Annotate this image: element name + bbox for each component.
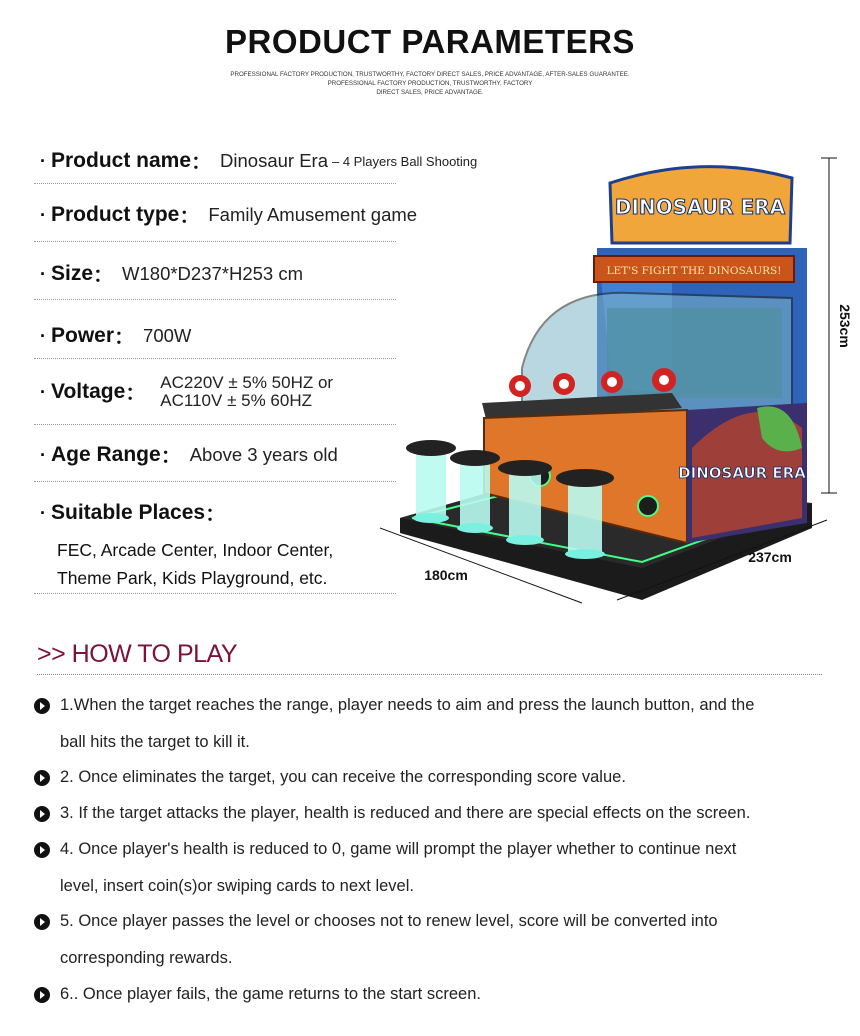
step-text <box>60 903 718 977</box>
step-text <box>60 976 481 1013</box>
places-list <box>57 536 400 592</box>
how-to-play-step <box>34 840 834 905</box>
bullet: · <box>40 503 46 523</box>
subtitle-line-1: PROFESSIONAL FACTORY PRODUCTION, TRUSTWORTHY, FACTORY DIRECT SALES, PRICE ADVANTAGE, AFTER-SALES GUARANTEE. <box>230 71 630 78</box>
product-image <box>372 148 860 618</box>
how-to-play-step <box>34 696 834 761</box>
voltage-values <box>160 374 333 410</box>
param-value: Family Amusement game <box>208 204 418 225</box>
arcade-machine-illustration <box>372 148 860 618</box>
subtitle-line-2: PROFESSIONAL FACTORY PRODUCTION, TRUSTWORTHY, FACTORY <box>327 80 533 87</box>
param-label: Product name <box>51 149 192 172</box>
step-line-1: 5. Once player passes the level or chooses not to renew level, score will be converted into <box>60 912 718 930</box>
play-arrow-icon <box>34 842 50 858</box>
how-to-play-step <box>34 985 834 1013</box>
bullet: · <box>40 382 46 402</box>
play-arrow-icon <box>34 914 50 930</box>
param-age-range <box>40 440 400 470</box>
param-label: Voltage <box>51 380 126 403</box>
colon: ： <box>93 264 115 287</box>
subtitle-line-3: DIRECT SALES, PRICE ADVANTAGE. <box>376 89 484 96</box>
param-value: W180*D237*H253 cm <box>122 263 304 284</box>
banner-text: LET'S FIGHT THE DINOSAURS! <box>606 265 782 277</box>
divider <box>34 424 396 425</box>
divider <box>34 481 396 482</box>
step-line-1: 4. Once player's health is reduced to 0, game will prompt the player whether to continue next <box>60 840 737 858</box>
param-value: Above 3 years old <box>189 444 338 465</box>
divider <box>34 241 396 242</box>
bullet: · <box>40 445 46 465</box>
step-line-1: 3. If the target attacks the player, health is reduced and there are special effects on the screen. <box>60 804 751 822</box>
bullet: · <box>40 205 46 225</box>
how-to-play-divider <box>37 674 822 675</box>
colon: ： <box>205 503 227 526</box>
param-power <box>40 321 400 351</box>
places-line-1: FEC, Arcade Center, Indoor Center, <box>57 540 334 560</box>
bullet: · <box>40 264 46 284</box>
param-label: Suitable Places <box>51 501 206 524</box>
colon: ： <box>179 205 201 228</box>
param-label: Product type <box>51 203 180 226</box>
how-to-play-title: >> HOW TO PLAY <box>37 640 238 668</box>
divider <box>34 358 396 359</box>
param-suitable-places <box>40 498 400 592</box>
param-value: 700W <box>143 325 192 346</box>
bullet: · <box>40 326 46 346</box>
param-value: Dinosaur Era <box>220 150 328 171</box>
side-logo: DINOSAUR ERA <box>678 464 806 482</box>
param-voltage <box>40 374 400 410</box>
divider <box>34 593 396 594</box>
page-title: PRODUCT PARAMETERS <box>225 23 635 60</box>
step-line-1: 2. Once eliminates the target, you can receive the corresponding score value. <box>60 768 626 786</box>
voltage-line-2: AC110V ± 5% 60HZ <box>160 391 312 410</box>
step-line-1: 1.When the target reaches the range, player needs to aim and press the launch button, and the <box>60 696 755 714</box>
colon: ： <box>191 151 213 174</box>
page-header <box>0 22 860 97</box>
step-line-2: corresponding rewards. <box>60 949 233 967</box>
param-product-name <box>40 146 478 176</box>
step-text <box>60 795 750 832</box>
colon: ： <box>114 326 136 349</box>
divider <box>34 299 396 300</box>
height-dimension: 253cm <box>837 304 853 348</box>
voltage-line-1: AC220V ± 5% 50HZ or <box>160 373 334 392</box>
how-to-play-step <box>34 768 834 796</box>
bullet: · <box>40 151 46 171</box>
step-line-2: level, insert coin(s)or swiping cards to next level. <box>60 877 414 895</box>
param-size <box>40 259 400 289</box>
play-arrow-icon <box>34 698 50 714</box>
step-line-2: ball hits the target to kill it. <box>60 733 250 751</box>
colon: ： <box>125 382 147 405</box>
param-label: Age Range <box>51 443 161 466</box>
step-text <box>60 759 626 796</box>
depth-dimension: 237cm <box>748 549 792 565</box>
play-arrow-icon <box>34 806 50 822</box>
param-label: Size <box>51 262 94 285</box>
param-product-type <box>40 200 418 230</box>
step-text <box>60 831 736 905</box>
how-to-play-step <box>34 912 834 977</box>
play-arrow-icon <box>34 987 50 1003</box>
how-to-play-step <box>34 804 834 832</box>
marquee-logo: DINOSAUR ERA <box>614 195 786 219</box>
places-line-2: Theme Park, Kids Playground, etc. <box>57 568 328 588</box>
play-arrow-icon <box>34 770 50 786</box>
step-text <box>60 687 754 761</box>
step-line-1: 6.. Once player fails, the game returns to the start screen. <box>60 985 481 1003</box>
width-dimension: 180cm <box>424 567 468 583</box>
divider <box>34 183 396 184</box>
colon: ： <box>160 445 182 468</box>
page-subtitle <box>0 70 860 97</box>
param-label: Power <box>51 324 115 347</box>
param-value-detail: – 4 Players Ball Shooting <box>332 153 478 169</box>
